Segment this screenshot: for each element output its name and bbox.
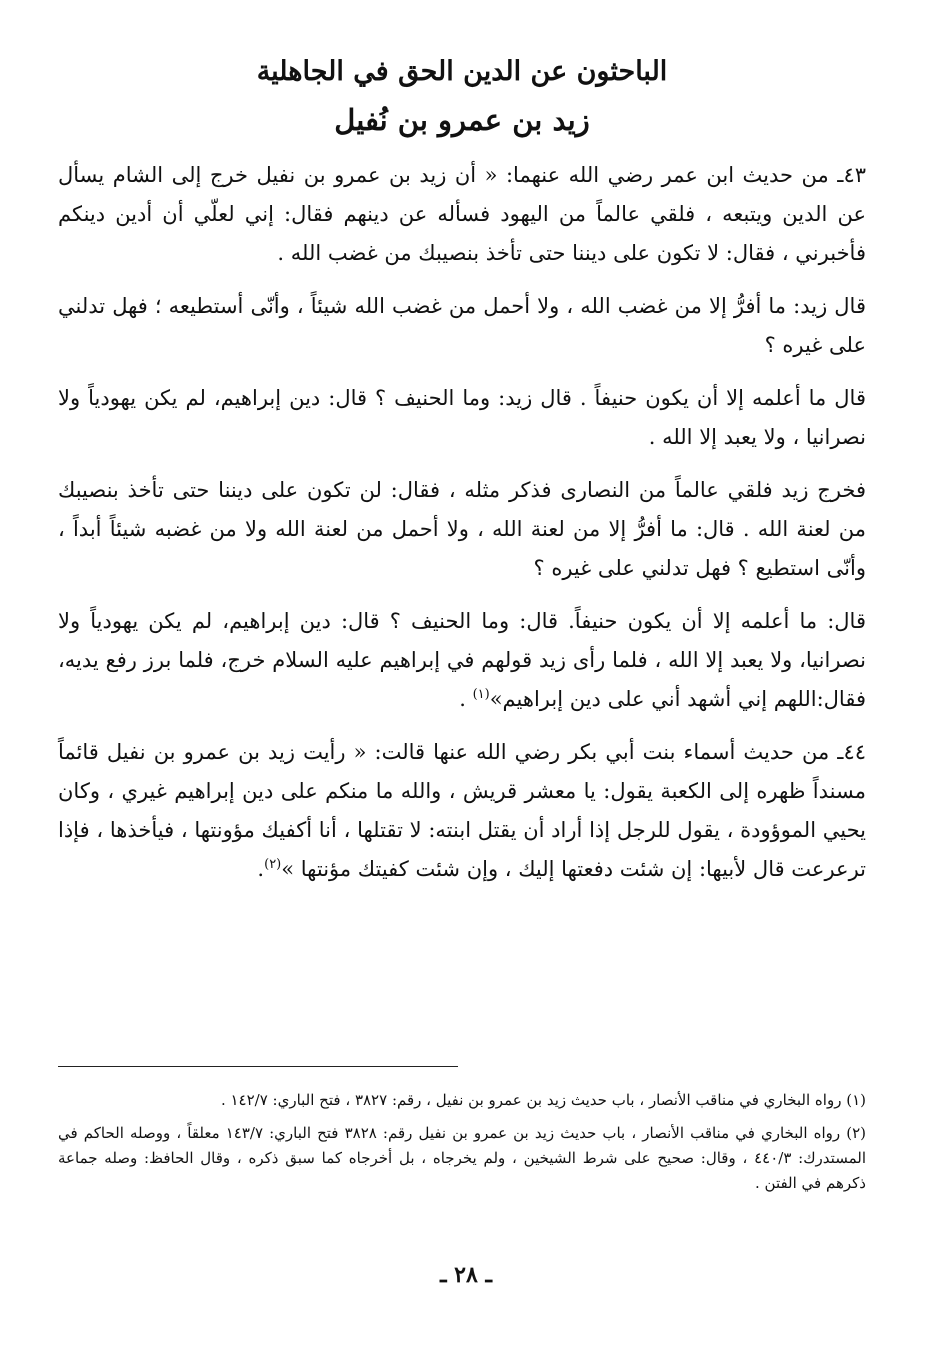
page-number: ـ ٢٨ ـ bbox=[440, 1262, 492, 1288]
hadith-44-paragraph bbox=[58, 733, 866, 889]
page-content bbox=[58, 50, 866, 903]
zayd-reply-paragraph bbox=[58, 287, 866, 365]
period: . bbox=[459, 687, 466, 711]
jewish-scholar-reply-paragraph bbox=[58, 379, 866, 457]
footnote-2: (٢) رواه البخاري في مناقب الأنصار ، باب حديث زيد بن عمرو بن نفيل رقم: ٣٨٢٨ فتح الباري: ١٤٣/٧ معلقاً ، ووصله الحاكم في المستدرك: ٤٤٠/٣ ، وقال: صحيح على شرط الشيخين ، ولم يخرجاه ، بل أخرجاه كما سبق ذكره ، وقال الحافظ: وصله جماعة ذكرهم في الفتن . bbox=[58, 1124, 866, 1192]
paragraph-text: قال: ما أعلمه إلا أن يكون حنيفاً. قال: وما الحنيف ؟ قال: دين إبراهيم، لم يكن يهودياً ولا نصرانيا، ولا يعبد إلا الله ، فلما رأى زيد قولهم في إبراهيم عليه السلام خرج، فلما برز رفع يديه، فقال:اللهم إني أشهد أني على دين إبراهيم» bbox=[58, 609, 866, 711]
hanif-paragraph bbox=[58, 602, 866, 719]
christian-scholar-paragraph bbox=[58, 471, 866, 588]
section-title: زيد بن عمرو بن نُفيل bbox=[334, 103, 590, 137]
page-title: الباحثون عن الدين الحق في الجاهلية bbox=[256, 56, 668, 87]
paragraph-text: قال ما أعلمه إلا أن يكون حنيفاً . قال زيد: وما الحنيف ؟ قال: دين إبراهيم، لم يكن يهودياً ولا نصرانيا ، ولا يعبد إلا الله . bbox=[58, 386, 866, 449]
footnote-divider bbox=[58, 1066, 458, 1067]
footnote-1: (١) رواه البخاري في مناقب الأنصار ، باب حديث زيد بن عمرو بن نفيل ، رقم: ٣٨٢٧ ، فتح الباري: ١٤٢/٧ . bbox=[220, 1091, 866, 1109]
paragraph-text: ٤٣ـ من حديث ابن عمر رضي الله عنهما: « أن زيد بن عمرو بن نفيل خرج إلى الشام يسأل عن الدين ويتبعه ، فلقي عالماً من اليهود فسأله عن دينهم فقال: إني لعلّي أن أدين دينكم فأخبرني ، فقال: لا تكون على ديننا حتى تأخذ بنصيبك من غضب الله . bbox=[58, 163, 866, 265]
paragraph-text: فخرج زيد فلقي عالماً من النصارى فذكر مثله ، فقال: لن تكون على ديننا حتى تأخذ بنصيبك من لعنة الله . قال: ما أفرُّ إلا من لعنة الله ، ولا أحمل من لعنة الله ولا من غضبه شيئاً أبداً ، وأنّى استطيع ؟ فهل تدلني على غيره ؟ bbox=[58, 478, 866, 580]
hadith-43-paragraph bbox=[58, 156, 866, 273]
footnotes bbox=[58, 1088, 866, 1204]
period: . bbox=[257, 857, 265, 881]
footnote-ref-2[interactable]: (٢) bbox=[264, 857, 282, 872]
paragraph-text: ٤٤ـ من حديث أسماء بنت أبي بكر رضي الله عنها قالت: « رأيت زيد بن عمرو بن نفيل قائماً مسنداً ظهره إلى الكعبة يقول: يا معشر قريش ، والله ما منكم على دين إبراهيم غيري ، وكان يحيي الموؤودة ، يقول للرجل إذا أراد أن يقتل ابنته: لا تقتلها ، أنا أكفيك مؤونتها ، فيأخذها ، فإذا ترعرعت قال لأبيها: إن شئت دفعتها إليك ، وإن شئت كفيتك مؤنتها » bbox=[58, 740, 866, 881]
footnote-ref-1[interactable]: (١) bbox=[472, 687, 490, 702]
paragraph-text: قال زيد: ما أفرُّ إلا من غضب الله ، ولا أحمل من غضب الله شيئاً ، وأنّى أستطيعه ؛ فهل تدلني على غيره ؟ bbox=[58, 294, 866, 357]
